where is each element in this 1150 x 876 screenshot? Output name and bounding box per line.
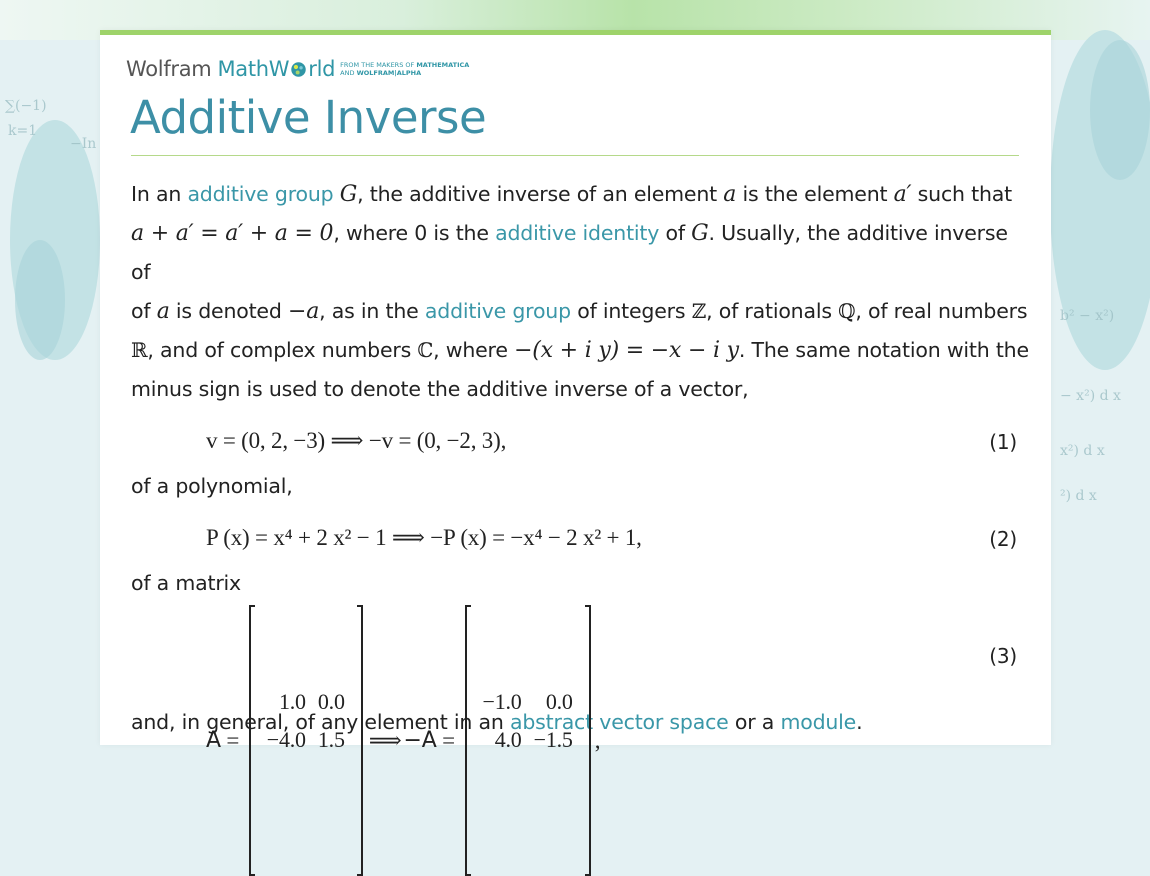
tagline-line-2: AND bbox=[340, 69, 355, 77]
matrix-cell: 0.0 bbox=[317, 689, 345, 714]
brand-mathworld-text bbox=[217, 57, 335, 81]
matrix-cell: 1.0 bbox=[278, 689, 306, 714]
matrix-cell: −1.5 bbox=[533, 727, 573, 752]
math-a: a bbox=[723, 182, 737, 207]
intro-paragraph: In an additive group G, the additive inverse of an element a is the element a′ such that a + a′ = a′ + a = 0, where 0 is the additive identity of G. Usually, the additive inverse of of a is denoted −a, as in the additive group of integers ℤ, of rationals ℚ, of real numbers ℝ, and of complex numbers ℂ, where −(x + i y) = −x − i y. The same notation with the minus sign is used to denote the additive inverse of a vector, bbox=[131, 182, 1029, 401]
matrix-neg-A bbox=[465, 605, 591, 876]
matrix-A-table bbox=[261, 683, 351, 759]
text-run: such that bbox=[911, 182, 1012, 206]
comma: , bbox=[594, 728, 601, 753]
equation-2 bbox=[131, 506, 1031, 564]
brand-rld-text: rld bbox=[308, 57, 336, 81]
svg-text:x²) d x: x²) d x bbox=[1060, 443, 1105, 459]
text-run: . Usually, the additive inverse of bbox=[131, 221, 1008, 284]
text-run: , and of complex numbers bbox=[147, 338, 418, 362]
brand-math-text: MathW bbox=[217, 57, 290, 81]
text-run: of bbox=[659, 221, 692, 245]
svg-text:∑(−1): ∑(−1) bbox=[5, 98, 47, 114]
matrix-cell: −4.0 bbox=[266, 727, 306, 752]
svg-text:²) d x: ²) d x bbox=[1060, 488, 1097, 504]
equation-1-number: (1) bbox=[989, 430, 1017, 454]
tagline-mathematica: MATHEMATICA bbox=[416, 61, 470, 69]
text-run: . bbox=[856, 710, 863, 734]
matrix-cell: 1.5 bbox=[317, 727, 345, 752]
text-run: is the element bbox=[736, 182, 894, 206]
article-card bbox=[100, 30, 1051, 753]
text-run: , the additive inverse of an element bbox=[357, 182, 724, 206]
svg-text:−In: −In bbox=[70, 136, 97, 152]
bracket-cap bbox=[585, 605, 591, 607]
math-G: G bbox=[339, 182, 358, 207]
equation-3-number: (3) bbox=[989, 644, 1017, 668]
matrix-row bbox=[477, 683, 579, 721]
math-inverse-equation: a + a′ = a′ + a = 0 bbox=[131, 221, 334, 246]
implies-arrow: ⟹ bbox=[368, 728, 402, 753]
math-a-prime: a′ bbox=[893, 182, 912, 207]
matrix-symbol-neg-A: −A bbox=[403, 728, 437, 753]
article-body bbox=[131, 175, 1031, 753]
link-additive-group-2[interactable]: additive group bbox=[424, 299, 571, 323]
text-run: , where bbox=[433, 338, 515, 362]
matrix-symbol-A: A bbox=[206, 728, 221, 753]
equation-2-number: (2) bbox=[989, 527, 1017, 551]
text-run: , where 0 is the bbox=[333, 221, 496, 245]
tagline-wolfram-alpha: WOLFRAM|ALPHA bbox=[356, 69, 422, 77]
text-run: , as in the bbox=[319, 299, 425, 323]
globe-icon bbox=[290, 61, 307, 78]
page-title: Additive Inverse bbox=[130, 91, 487, 144]
matrix-row bbox=[477, 721, 579, 759]
matrix-neg-A-table bbox=[477, 683, 579, 759]
tagline-line-1: FROM THE MAKERS OF bbox=[340, 61, 415, 69]
matrix-row bbox=[261, 721, 351, 759]
math-rationals: ℚ bbox=[838, 299, 856, 323]
equals-sign: = bbox=[220, 728, 245, 753]
text-run: of integers bbox=[570, 299, 692, 323]
equals-sign: = bbox=[436, 728, 461, 753]
title-divider bbox=[131, 155, 1019, 156]
math-integers: ℤ bbox=[691, 299, 707, 323]
matrix-cell: −1.0 bbox=[482, 689, 522, 714]
equation-2-formula: P (x) = x⁴ + 2 x² − 1 ⟹ −P (x) = −x⁴ − 2 x² + 1, bbox=[206, 525, 642, 550]
text-run: or a bbox=[728, 710, 781, 734]
link-additive-identity[interactable]: additive identity bbox=[495, 221, 660, 245]
text-run: is denoted bbox=[169, 299, 288, 323]
matrix-cell: 4.0 bbox=[494, 727, 522, 752]
svg-text:k=1: k=1 bbox=[8, 123, 38, 139]
svg-text:− x²) d x: − x²) d x bbox=[1060, 388, 1121, 404]
link-abstract-vector-space[interactable]: abstract vector space bbox=[509, 710, 729, 734]
link-module[interactable]: module bbox=[780, 710, 857, 734]
math-G: G bbox=[691, 221, 709, 246]
text-run: , of real numbers bbox=[855, 299, 1028, 323]
brand-wolfram-text: Wolfram bbox=[126, 57, 212, 81]
matrix-A bbox=[249, 605, 363, 876]
text-run: and, in general, of any element in an bbox=[131, 710, 510, 734]
link-additive-group[interactable]: additive group bbox=[187, 182, 334, 206]
matrix-cell: 0.0 bbox=[545, 689, 573, 714]
math-reals: ℝ bbox=[131, 338, 148, 362]
equation-1-formula: v = (0, 2, −3) ⟹ −v = (0, −2, 3), bbox=[206, 428, 507, 453]
bracket-cap bbox=[357, 605, 363, 607]
math-a: a bbox=[156, 299, 170, 324]
mathworld-logo[interactable] bbox=[126, 57, 469, 81]
text-run: In an bbox=[131, 182, 188, 206]
svg-text:b² − x²): b² − x²) bbox=[1060, 308, 1115, 324]
text-polynomial: of a polynomial, bbox=[131, 474, 293, 498]
equation-1 bbox=[131, 409, 1031, 467]
matrix-row bbox=[261, 683, 351, 721]
text-matrix: of a matrix bbox=[131, 571, 241, 595]
equation-3-formula bbox=[206, 605, 600, 876]
math-complex-negation: −(x + i y) = −x − i y bbox=[514, 338, 739, 363]
text-run: . The same notation with the minus sign is used to denote the additive inverse of a vector, bbox=[131, 338, 1029, 401]
text-run: , of rationals bbox=[706, 299, 839, 323]
math-neg-a: −a bbox=[287, 299, 320, 324]
math-complex: ℂ bbox=[417, 338, 434, 362]
brand-tagline bbox=[340, 61, 469, 77]
